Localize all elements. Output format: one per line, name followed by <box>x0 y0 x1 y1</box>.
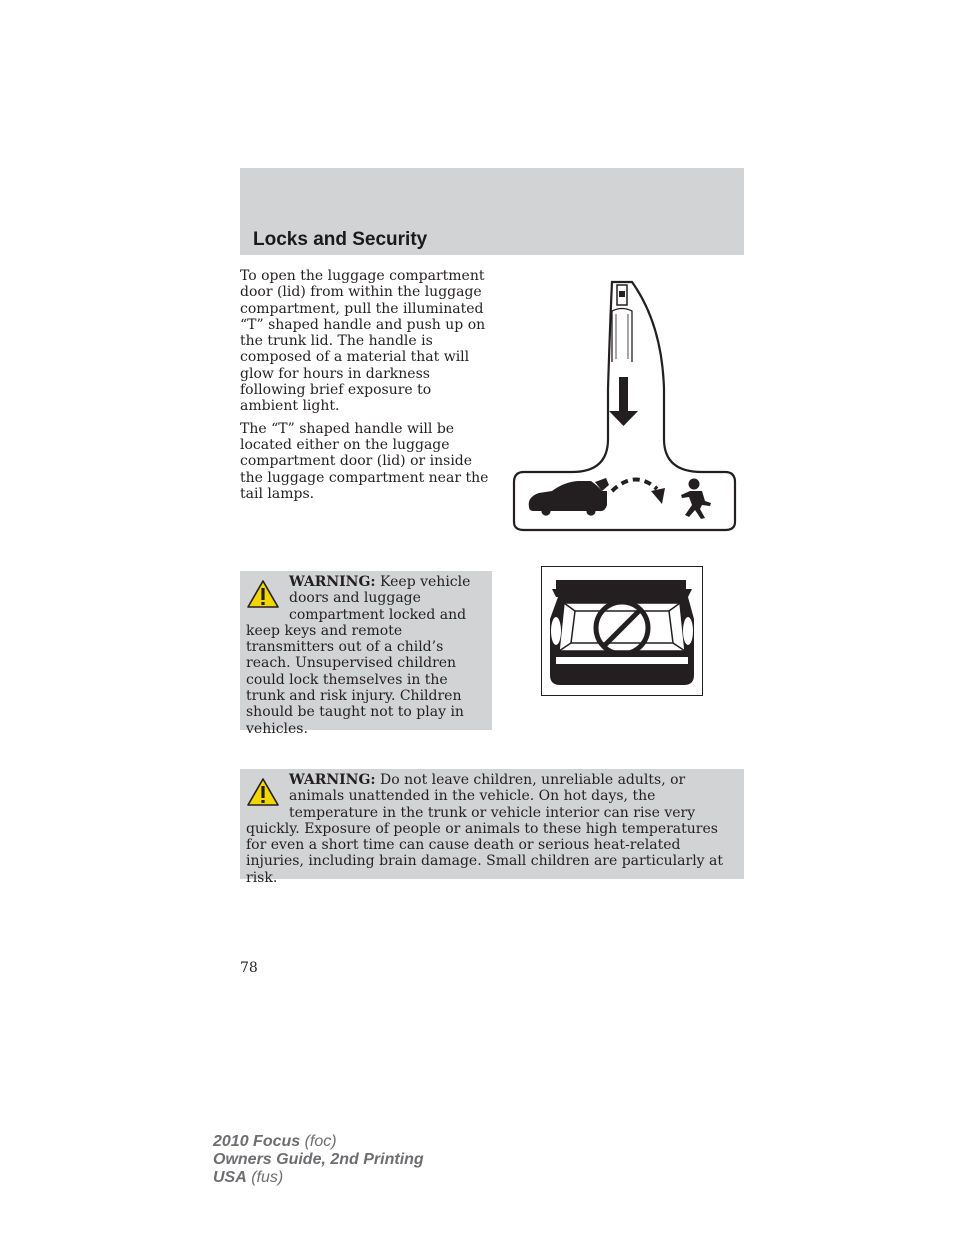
section-header-band <box>240 168 744 255</box>
warning-label: WARNING: <box>289 772 376 788</box>
warning-text: Do not leave children, unreliable adults, or animals unattended in the vehicle. On hot days, the temperature in the trunk or vehicle interior can rise very quickly. Exposure of people or animals to these high temperatures for even a short time can cause death or serious heat-related injuries, including brain damage. Small children are particularly at risk. <box>246 772 724 886</box>
warning-text: Keep vehicle doors and luggage compartment locked and keep keys and remote transmitters out of a child’s reach. Unsupervised children could lock themselves in the trunk and risk injury. Children should be taught not to play in vehicles. <box>246 574 471 737</box>
warning-box <box>240 769 744 886</box>
footer-line <box>213 1133 424 1151</box>
page-number: 78 <box>240 960 258 976</box>
footer-model-code: (foc) <box>300 1133 337 1150</box>
footer-market: USA <box>213 1169 247 1186</box>
section-title: Locks and Security <box>253 229 428 250</box>
footer-model: 2010 Focus <box>213 1133 301 1150</box>
warning-triangle-icon <box>246 777 280 807</box>
warning-triangle-icon <box>246 579 280 609</box>
paragraph: The “T” shaped handle will be located either on the luggage compartment door (lid) or inside the luggage compartment near the tail lamps. <box>240 420 489 502</box>
body-text <box>240 268 492 508</box>
footer-market-code: (fus) <box>246 1169 284 1186</box>
footer-line <box>213 1169 424 1187</box>
footer-edition: Owners Guide, 2nd Printing <box>213 1151 424 1168</box>
no-children-in-trunk-icon <box>541 566 703 696</box>
paragraph: To open the luggage compartment door (lid) from within the luggage compartment, pull the illuminated “T” shaped handle and push up on the trunk lid. The handle is composed of a material that will glow for hours in darkness following brief exposure to ambient light. <box>240 268 486 415</box>
footer-line <box>213 1151 424 1169</box>
trunk-release-handle-icon <box>512 279 738 533</box>
warning-box <box>240 571 492 737</box>
warning-label: WARNING: <box>289 574 376 590</box>
footer <box>213 1133 424 1187</box>
